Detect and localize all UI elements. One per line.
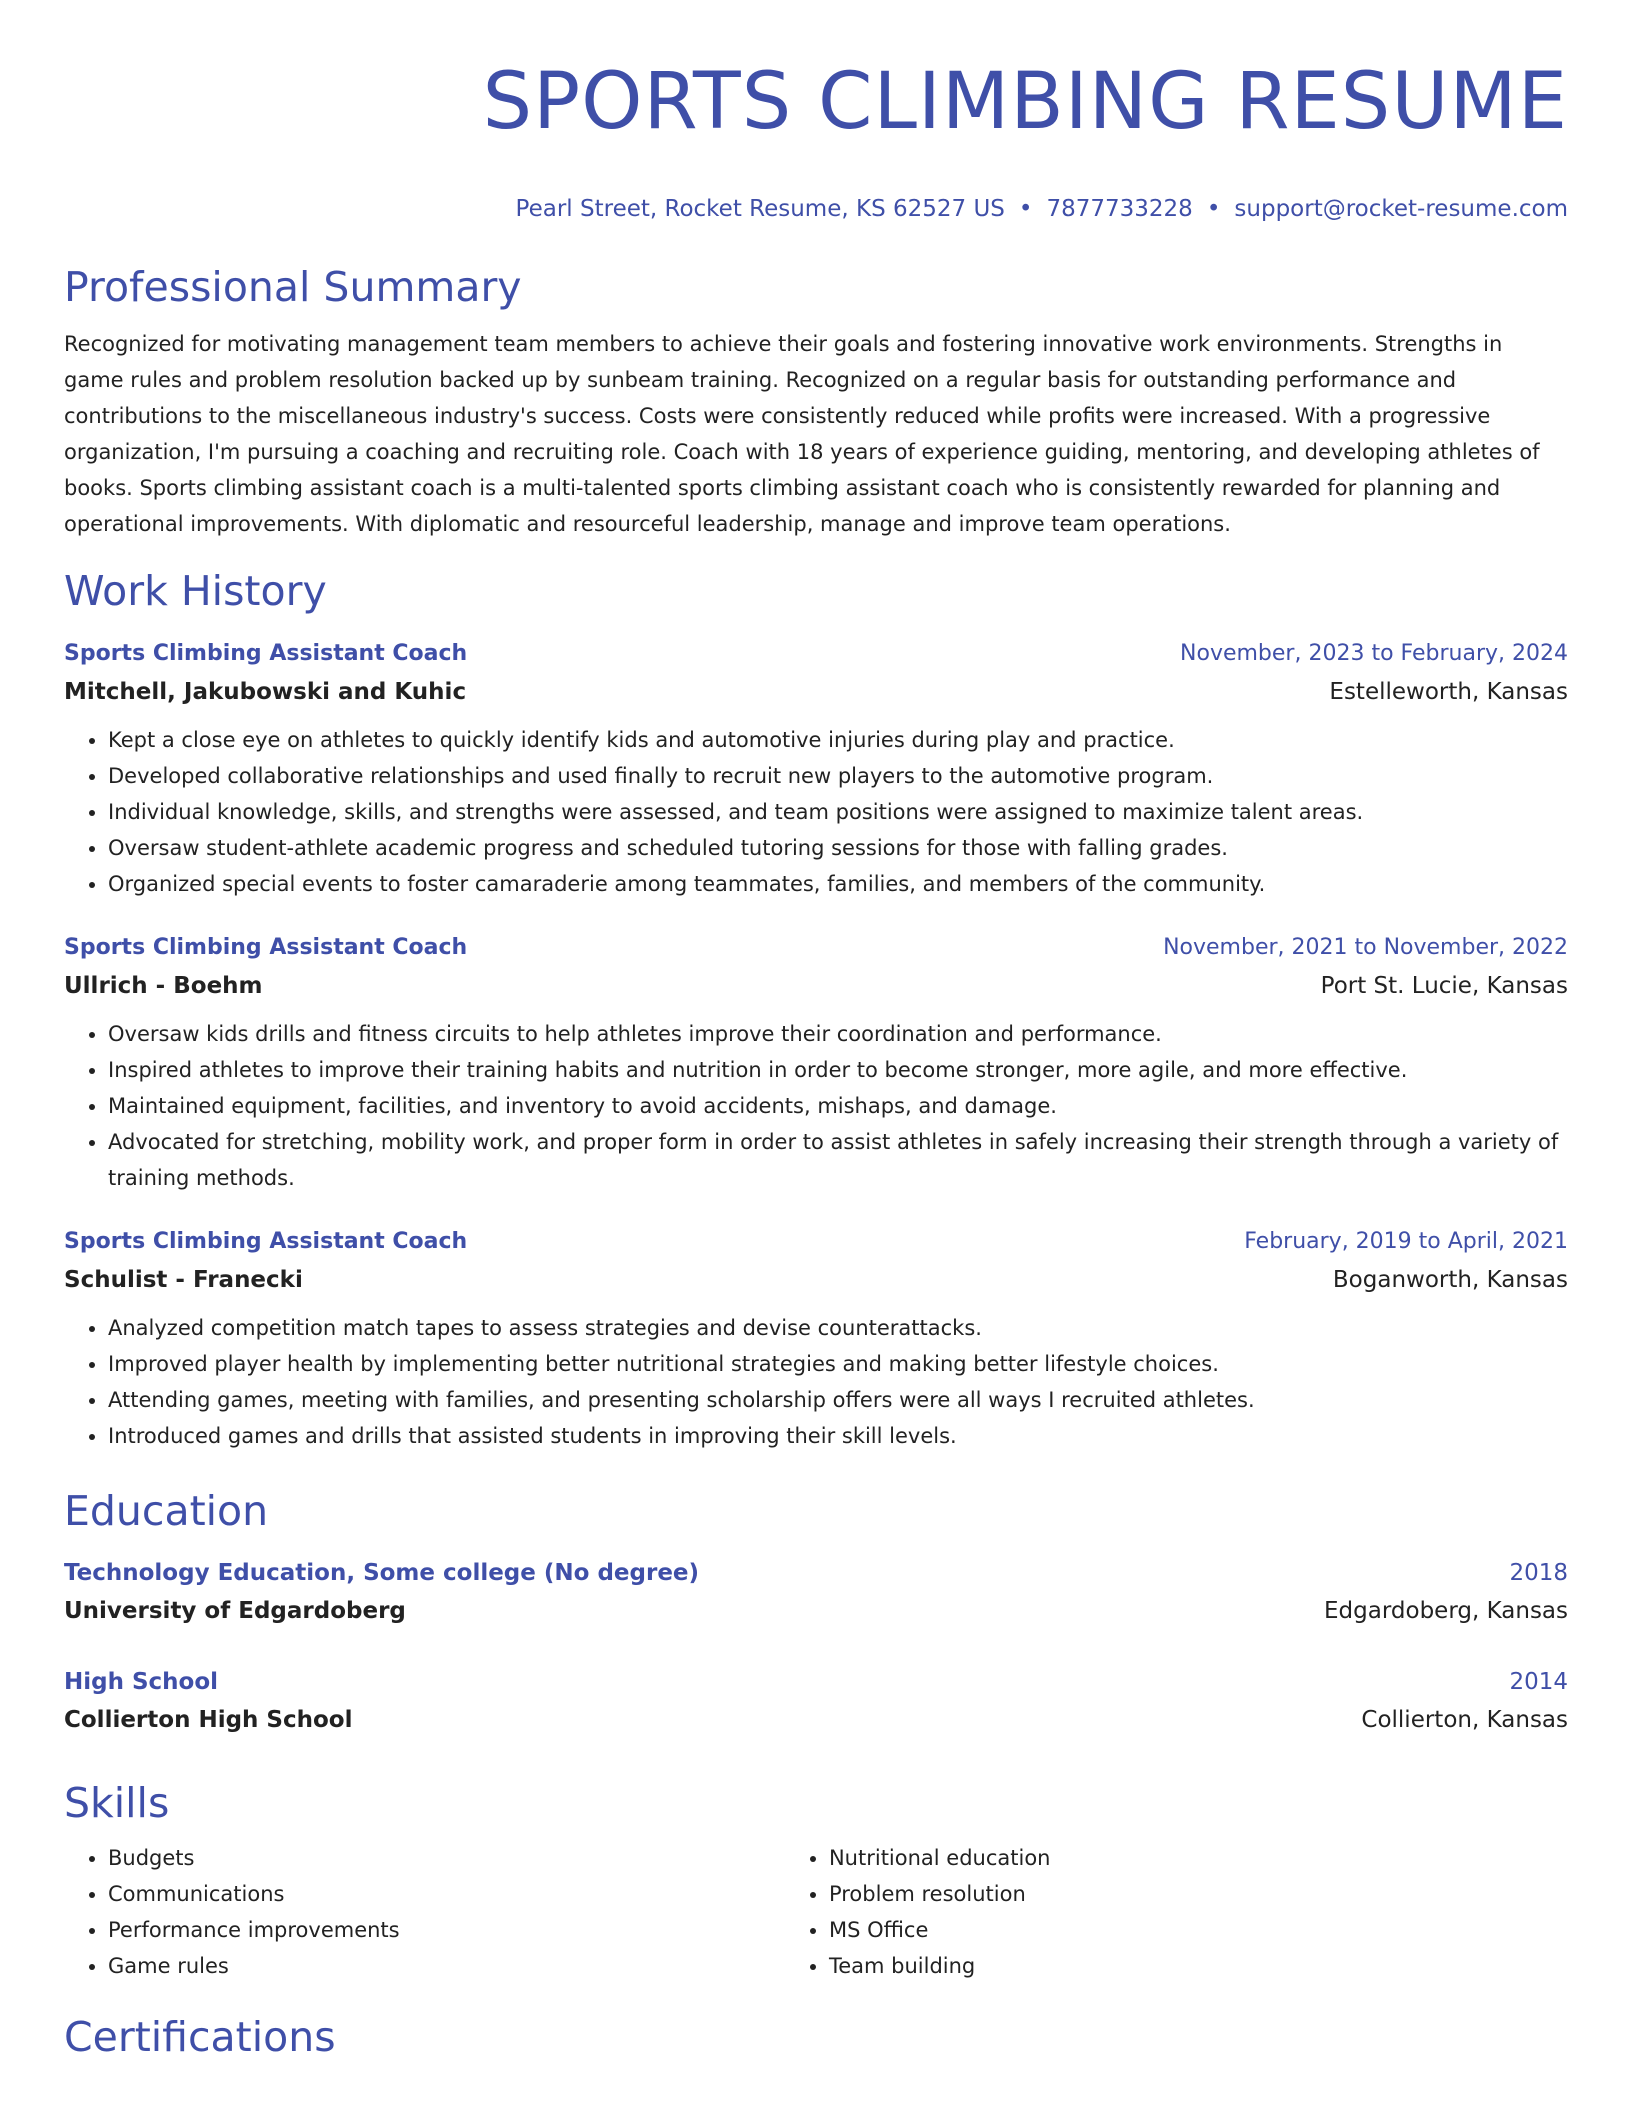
- job-bullet: • Oversaw kids drills and fitness circuits to help athletes improve their coordination and performance.: [108, 1016, 1568, 1052]
- address-text: Pearl Street, Rocket Resume, KS 62527 US: [515, 196, 1005, 222]
- job-dates: November, 2023 to February, 2024: [1180, 641, 1568, 666]
- skills-heading: Skills: [64, 1779, 170, 1827]
- skills-column-left: [64, 1840, 785, 1984]
- education-entry: [64, 1554, 1568, 1631]
- job-bullets: [64, 722, 1568, 902]
- skills-grid: [64, 1840, 1568, 1984]
- job-bullet: • Organized special events to foster camaraderie among teammates, families, and members of the community.: [108, 866, 1568, 902]
- job-bullet: • Analyzed competition match tapes to assess strategies and devise counterattacks.: [108, 1310, 1568, 1346]
- job-bullets: [64, 1016, 1568, 1196]
- email-text: support@rocket-resume.com: [1234, 196, 1568, 222]
- certifications-heading: Certifications: [64, 2013, 336, 2061]
- job-header: [64, 634, 1568, 673]
- education-subheader: [64, 1701, 1568, 1740]
- job-bullet: • Attending games, meeting with families, and presenting scholarship offers were all ways I recruited athletes.: [108, 1382, 1568, 1418]
- job-company: Mitchell, Jakubowski and Kuhic: [64, 679, 467, 705]
- skill-item: • Problem resolution: [829, 1876, 1568, 1912]
- job-subheader: [64, 1261, 1568, 1300]
- job-subheader: [64, 967, 1568, 1006]
- job-entry: [64, 634, 1568, 902]
- education-year: 2018: [1509, 1560, 1568, 1586]
- job-bullet: • Oversaw student-athlete academic progress and scheduled tutoring sessions for those with falling grades.: [108, 830, 1568, 866]
- job-entry: [64, 1222, 1568, 1454]
- education-school: University of Edgardoberg: [64, 1598, 406, 1624]
- contact-separator: •: [1206, 196, 1221, 222]
- job-bullet: • Maintained equipment, facilities, and inventory to avoid accidents, mishaps, and damage.: [108, 1088, 1568, 1124]
- job-bullet: • Improved player health by implementing better nutritional strategies and making better lifestyle choices.: [108, 1346, 1568, 1382]
- education-school: Collierton High School: [64, 1707, 353, 1733]
- job-bullet: • Individual knowledge, skills, and strengths were assessed, and team positions were assigned to maximize talent areas.: [108, 794, 1568, 830]
- skill-item: • Team building: [829, 1948, 1568, 1984]
- skill-item: • Game rules: [108, 1948, 785, 1984]
- work-history-heading: Work History: [64, 567, 327, 615]
- education-header: [64, 1663, 1568, 1701]
- job-bullets: [64, 1310, 1568, 1454]
- education-year: 2014: [1509, 1669, 1568, 1695]
- job-bullet: • Advocated for stretching, mobility work, and proper form in order to assist athletes in safely increasing their strength through a variety of training methods.: [108, 1124, 1568, 1196]
- summary-heading: Professional Summary: [64, 263, 522, 311]
- job-subheader: [64, 673, 1568, 712]
- job-bullet: • Developed collaborative relationships and used finally to recruit new players to the automotive program.: [108, 758, 1568, 794]
- job-location: Estelleworth, Kansas: [1329, 679, 1568, 705]
- job-header: [64, 1222, 1568, 1261]
- job-location: Boganworth, Kansas: [1332, 1267, 1568, 1293]
- job-entry: [64, 928, 1568, 1196]
- skill-item: • Budgets: [108, 1840, 785, 1876]
- phone-text: 7877733228: [1046, 196, 1193, 222]
- education-degree: High School: [64, 1669, 219, 1695]
- job-location: Port St. Lucie, Kansas: [1320, 973, 1568, 999]
- contact-separator: •: [1018, 196, 1033, 222]
- job-dates: February, 2019 to April, 2021: [1244, 1229, 1568, 1254]
- skill-item: • Communications: [108, 1876, 785, 1912]
- job-title: Sports Climbing Assistant Coach: [64, 641, 468, 666]
- education-subheader: [64, 1592, 1568, 1631]
- education-location: Collierton, Kansas: [1361, 1707, 1568, 1733]
- job-title: Sports Climbing Assistant Coach: [64, 935, 468, 960]
- skill-item: • Nutritional education: [829, 1840, 1568, 1876]
- education-entry: [64, 1663, 1568, 1740]
- skills-column-right: [785, 1840, 1568, 1984]
- job-bullet: • Introduced games and drills that assisted students in improving their skill levels.: [108, 1418, 1568, 1454]
- education-degree: Technology Education, Some college (No degree): [64, 1560, 700, 1586]
- job-bullet: • Inspired athletes to improve their training habits and nutrition in order to become stronger, more agile, and more effective.: [108, 1052, 1568, 1088]
- job-dates: November, 2021 to November, 2022: [1163, 935, 1568, 960]
- contact-line: [64, 194, 1568, 224]
- education-location: Edgardoberg, Kansas: [1324, 1598, 1568, 1624]
- job-bullet: • Kept a close eye on athletes to quickly identify kids and automotive injuries during play and practice.: [108, 722, 1568, 758]
- education-header: [64, 1554, 1568, 1592]
- skill-item: • Performance improvements: [108, 1912, 785, 1948]
- job-title: Sports Climbing Assistant Coach: [64, 1229, 468, 1254]
- job-company: Schulist - Franecki: [64, 1267, 303, 1293]
- resume-page: [64, 0, 1568, 2062]
- summary-text: Recognized for motivating management team members to achieve their goals and fostering innovative work environments. Strengths in game rules and problem resolution backed up by sunbeam training. Recognized on a regular basis for outstanding performance and contributions to the miscellaneous industry's success. Costs were consistently reduced while profits were increased. With a progressive organization, I'm pursuing a coaching and recruiting role. Coach with 18 years of experience guiding, mentoring, and developing athletes of books. Sports climbing assistant coach is a multi-talented sports climbing assistant coach who is consistently rewarded for planning and operational improvements. With diplomatic and resourceful leadership, manage and improve team operations.: [64, 332, 1540, 536]
- job-company: Ullrich - Boehm: [64, 973, 263, 999]
- resume-title: SPORTS CLIMBING RESUME: [482, 57, 1568, 147]
- skill-item: • MS Office: [829, 1912, 1568, 1948]
- education-heading: Education: [64, 1487, 269, 1535]
- job-header: [64, 928, 1568, 967]
